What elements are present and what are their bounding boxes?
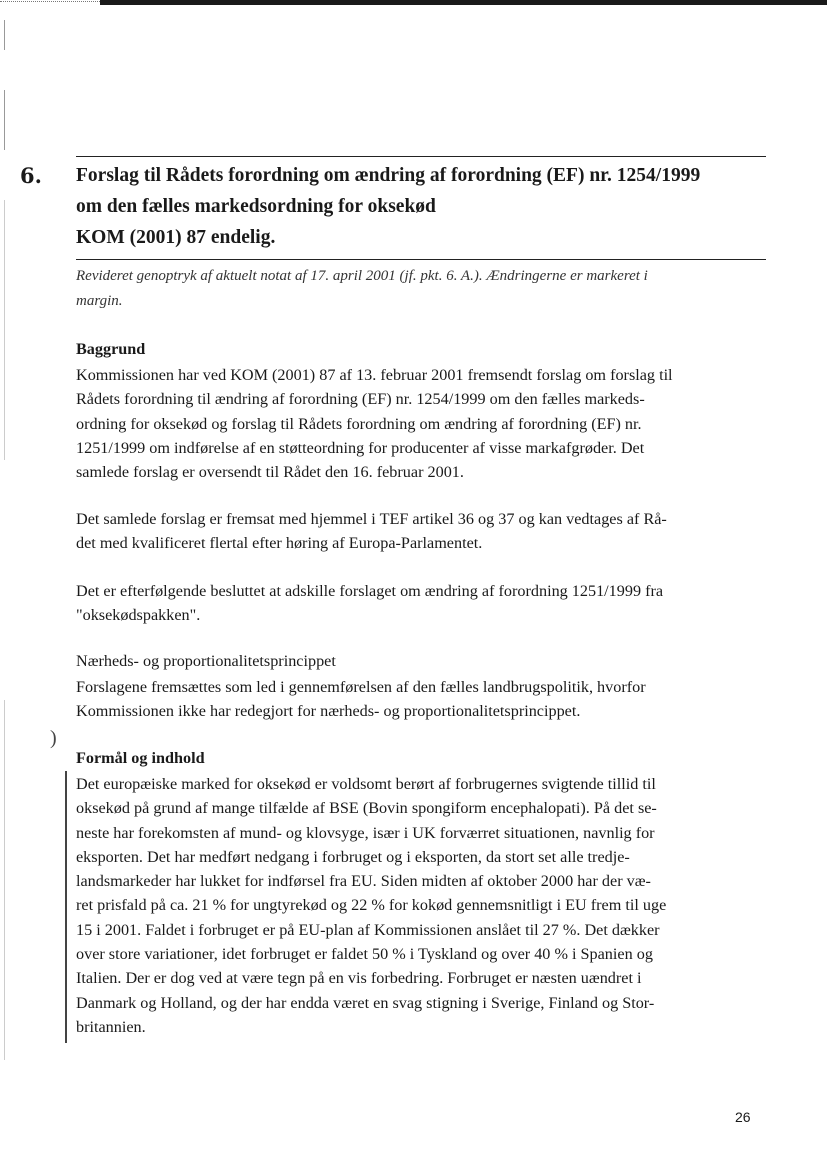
text-line: Danmark og Holland, og der har endda været en svag stigning i Sverige, Finland og Stor- [76,993,655,1012]
formaal-paragraph [76,772,766,1039]
heading-naerhed: Nærheds- og proportionalitetsprincippet [76,652,336,670]
scan-mark [4,200,5,460]
text-line: Kommissionen ikke har redegjort for nærheds- og proportionalitetsprincippet. [76,702,581,721]
text-line: Forslagene fremsættes som led i gennemførelsen af den fælles landbrugspolitik, hvorfor [76,678,646,696]
scan-mark [4,700,5,1060]
text-line: over store variationer, idet forbruget er faldet 50 % i Tyskland og over 40 % i Spanien og [76,945,653,964]
scan-mark [4,20,5,50]
top-border [100,0,827,5]
text-line: Kommissionen har ved KOM (2001) 87 af 13. februar 2001 fremsendt forslag om forslag til [76,366,673,384]
title-line: KOM (2001) 87 endelig. [76,227,276,248]
text-line: Rådets forordning til ændring af forordning (EF) nr. 1254/1999 om den fælles markeds- [76,390,645,409]
page-number: 26 [735,1109,751,1125]
text-line: ret prisfald på ca. 21 % for ungtyrekød og 22 % for kokød gennemsnitligt i EU frem til uge [76,896,667,915]
text-line: "oksekødspakken". [76,606,201,625]
section-title [76,160,766,253]
text-line: landsmarkeder har lukket for indførsel fra EU. Siden midten af oktober 2000 har der væ- [76,872,651,891]
text-line: eksporten. Det har medført nedgang i forbruget og i eksporten, da stort set alle tredje- [76,847,630,866]
title-top-rule [76,156,766,157]
text-line: Italien. Der er dog ved at være tegn på en vis forbedring. Forbruget er næsten uændret i [76,969,642,988]
baggrund-paragraph-1 [76,363,766,484]
text-line: ordning for oksekød og forslag til Rådets forordning om ændring af forordning (EF) nr. [76,414,642,433]
heading-baggrund: Baggrund [76,340,146,358]
margin-paren: ) [50,727,57,749]
text-line: 15 i 2001. Faldet i forbruget er på EU-plan af Kommissionen anslået til 27 %. Det dækker [76,920,660,939]
text-line: det med kvalificeret flertal efter høring af Europa-Parlamentet. [76,534,483,553]
revision-note [76,264,756,314]
title-line: Forslag til Rådets forordning om ændring af forordning (EF) nr. 1254/1999 [76,165,701,186]
change-margin-bar [65,771,67,1043]
text-line: neste har forekomsten af mund- og klovsyge, især i UK forværret situationen, navnlig for [76,823,655,842]
baggrund-paragraph-3 [76,579,766,628]
title-line: om den fælles markedsordning for oksekød [76,196,436,217]
title-bottom-rule [76,259,766,260]
section-number: 6. [20,163,42,188]
text-line: Det er efterfølgende besluttet at adskille forslaget om ændring af forordning 1251/1999 fra [76,582,664,600]
scan-mark [4,90,5,150]
text-line: 1251/1999 om indførelse af en støtteordning for producenter af visse markafgrøder. Det [76,438,645,457]
note-line: margin. [76,293,123,309]
text-line: Det samlede forslag er fremsat med hjemmel i TEF artikel 36 og 37 og kan vedtages af Rå- [76,510,667,528]
heading-formaal: Formål og indhold [76,749,205,767]
baggrund-paragraph-2 [76,507,766,556]
scan-edge-dots [0,1,100,2]
naerhed-paragraph [76,675,766,724]
text-line: oksekød på grund af mange tilfælde af BSE (Bovin spongiform encephalopati). På det se- [76,799,657,818]
text-line: samlede forslag er oversendt til Rådet den 16. februar 2001. [76,463,464,482]
text-line: britannien. [76,1017,146,1036]
note-line: Revideret genoptryk af aktuelt notat af 17. april 2001 (jf. pkt. 6. A.). Ændringerne er markeret i [76,268,648,284]
text-line: Det europæiske marked for oksekød er voldsomt berørt af forbrugernes svigtende tillid til [76,775,656,793]
